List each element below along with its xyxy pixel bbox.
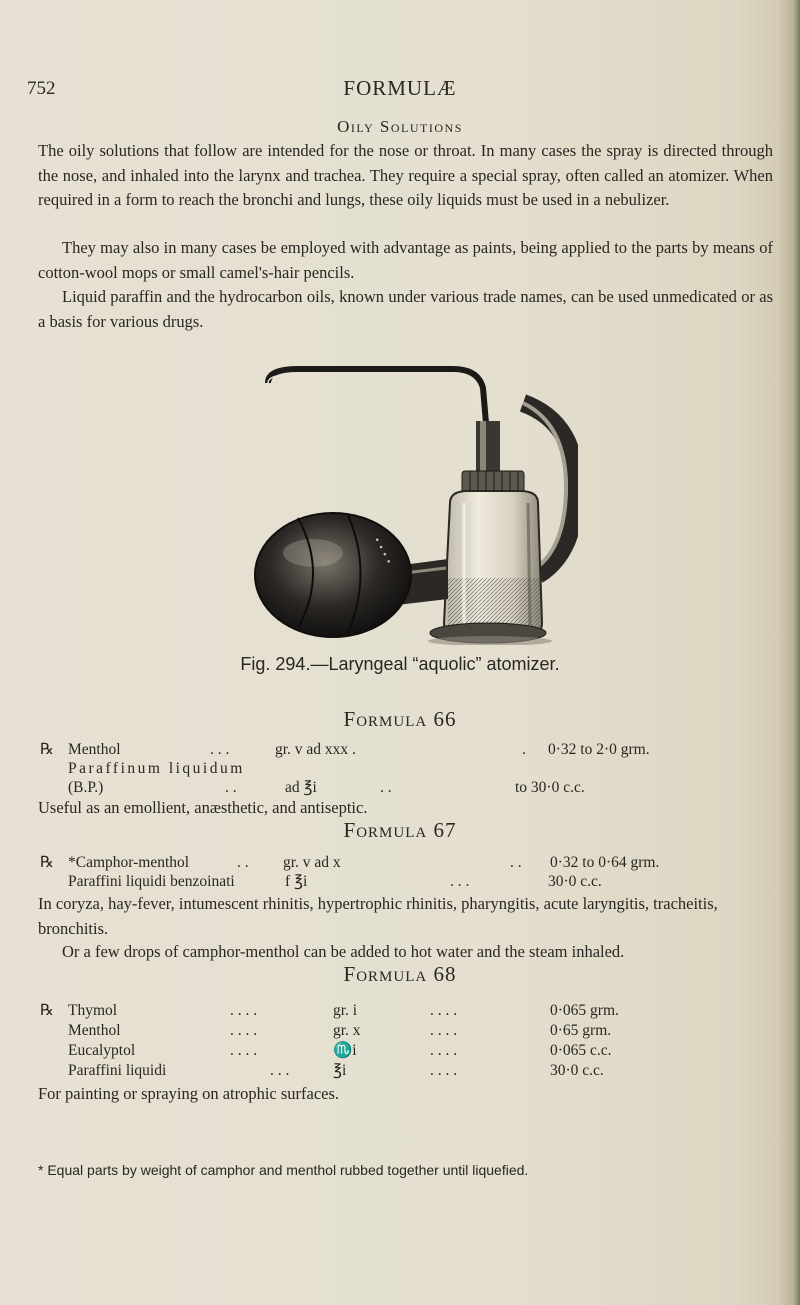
leader-dots: . . xyxy=(510,854,522,871)
atomizer-illustration xyxy=(238,363,578,645)
metric-dose: 0·65 grm. xyxy=(550,1022,612,1039)
recipe-symbol: ℞ xyxy=(40,854,54,871)
leader-dots: . . . . xyxy=(430,1062,458,1079)
recipe-symbol: ℞ xyxy=(40,1002,54,1019)
ingredient-name: Paraffini liquidi xyxy=(68,1062,167,1079)
formula-67-title: Formula 67 xyxy=(343,818,457,842)
metric-dose: 0·32 to 0·64 grm. xyxy=(550,854,660,871)
svg-text:• • • •: • • • • xyxy=(370,535,394,567)
leader-dots: . . . . xyxy=(230,1042,258,1059)
paragraph-2: They may also in many cases be employed with advantage as paints, being applied to the parts by means of cotton-wool mops or small camel's-hair pencils. xyxy=(38,238,773,282)
leader-dots: . . . . xyxy=(430,1042,458,1059)
apothecary-dose: gr. x xyxy=(333,1022,361,1039)
leader-dots: . . . xyxy=(450,873,470,890)
running-title: FORMULÆ xyxy=(343,76,457,100)
formula-66-title: Formula 66 xyxy=(343,707,457,731)
formula-68-note: For painting or spraying on atrophic surfaces. xyxy=(38,1084,340,1103)
ingredient-name: Menthol xyxy=(68,1022,121,1039)
section-title: Oily Solutions xyxy=(337,117,463,136)
formula-67-note: In coryza, hay-fever, intumescent rhinitis, hypertrophic rhinitis, pharyngitis, acute laryngitis, tracheitis, bronchitis. xyxy=(38,894,718,938)
apothecary-dose: f ℥i xyxy=(285,873,308,890)
ingredient-name: (B.P.) xyxy=(68,779,104,796)
ingredient-name: Eucalyptol xyxy=(68,1042,136,1059)
leader-dots: . . . . xyxy=(230,1002,258,1019)
apothecary-dose: ℥i xyxy=(333,1062,347,1079)
metric-dose: 30·0 c.c. xyxy=(548,873,602,890)
footnote: * Equal parts by weight of camphor and menthol rubbed together until liquefied. xyxy=(38,1162,529,1178)
page-edge-shadow xyxy=(778,0,800,1305)
leader-dots: . . . xyxy=(270,1062,290,1079)
ingredient-name: *Camphor-menthol xyxy=(68,854,190,871)
paragraph-1: The oily solutions that follow are intended for the nose or throat. In many cases the spray is directed through the nose, and inhaled into the larynx and trachea. They require a special spray, often called an atomizer. When required in a form to reach the bronchi and lungs, these oily liquids must be used in a nebulizer. xyxy=(38,141,773,209)
ingredient-name: Paraffini liquidi benzoinati xyxy=(68,873,235,890)
recipe-symbol: ℞ xyxy=(40,741,54,758)
apothecary-dose: gr. v ad xxx . xyxy=(275,741,356,758)
leader-dots: . . . xyxy=(210,741,230,758)
ingredient-name: Paraffinum liquidum xyxy=(68,760,245,777)
leader-dots: . . . . xyxy=(430,1022,458,1039)
ingredient-name: Thymol xyxy=(68,1002,118,1019)
apothecary-dose: ♏i xyxy=(333,1042,357,1059)
metric-dose: 0·065 grm. xyxy=(550,1002,619,1019)
metric-dose: 0·32 to 2·0 grm. xyxy=(548,741,650,758)
metric-dose: 30·0 c.c. xyxy=(550,1062,604,1079)
apothecary-dose: ad ℥i xyxy=(285,779,317,796)
formula-68-title: Formula 68 xyxy=(343,962,457,986)
figure-caption: Fig. 294.—Laryngeal “aquolic” atomizer. xyxy=(240,654,560,674)
paragraph-3: Liquid paraffin and the hydrocarbon oils, known under various trade names, can be used unmedicated or as a basis for various drugs. xyxy=(38,287,773,331)
formula-67-note-2: Or a few drops of camphor-menthol can be added to hot water and the steam inhaled. xyxy=(62,942,625,961)
leader-dots: . . xyxy=(380,779,392,796)
formula-66-note: Useful as an emollient, anæsthetic, and antiseptic. xyxy=(38,798,368,817)
leader-dots: . xyxy=(522,741,526,758)
metric-dose: to 30·0 c.c. xyxy=(515,779,585,796)
leader-dots: . . . . xyxy=(230,1022,258,1039)
apothecary-dose: gr. v ad x xyxy=(283,854,341,871)
metric-dose: 0·065 c.c. xyxy=(550,1042,612,1059)
leader-dots: . . xyxy=(237,854,249,871)
ingredient-name: Menthol xyxy=(68,741,121,758)
leader-dots: . . xyxy=(225,779,237,796)
apothecary-dose: gr. i xyxy=(333,1002,358,1019)
page-number: 752 xyxy=(27,78,56,99)
leader-dots: . . . . xyxy=(430,1002,458,1019)
